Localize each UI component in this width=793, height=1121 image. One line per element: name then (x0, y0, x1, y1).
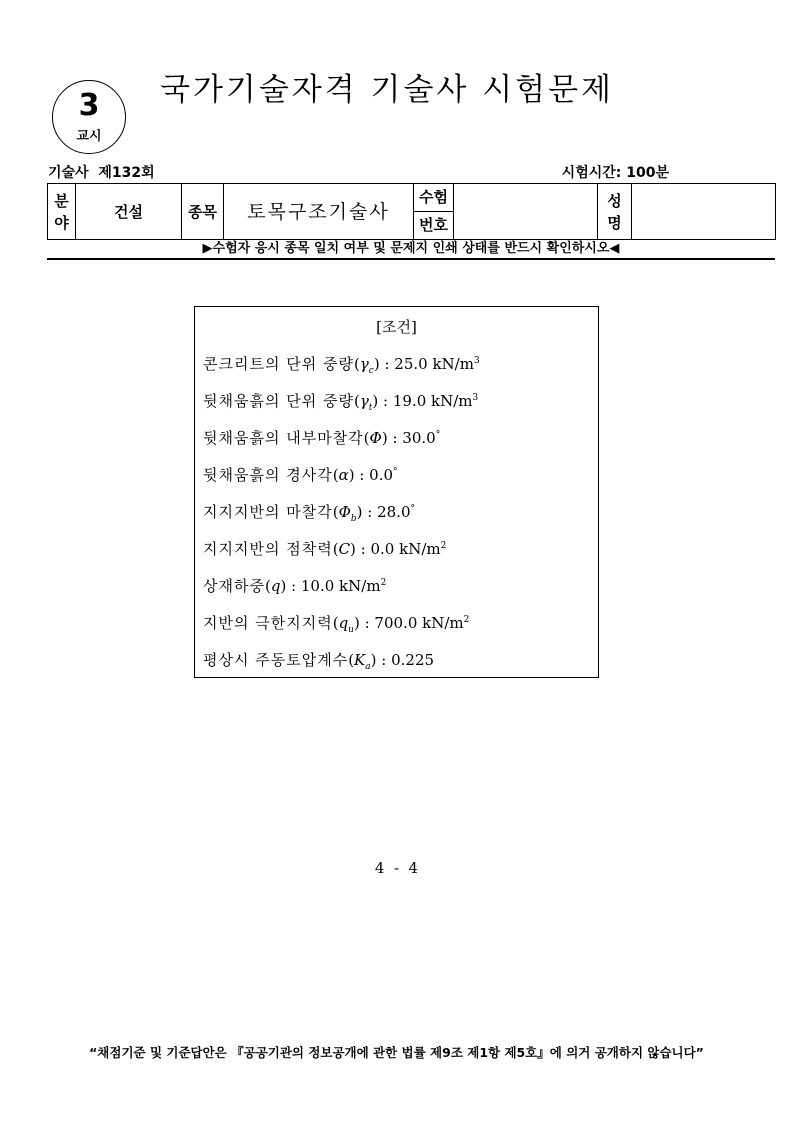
condition-label: 지반의 극한지지력 (203, 614, 333, 632)
condition-label: 콘크리트의 단위 중량 (203, 355, 354, 373)
condition-subscript: u (348, 625, 354, 635)
condition-subscript: a (365, 662, 371, 672)
condition-label: 평상시 주동토압계수 (203, 651, 349, 669)
condition-label: 상재하중 (203, 577, 265, 595)
exam-number-label-bottom: 번호 (419, 216, 448, 234)
field-value-cell (76, 184, 182, 240)
condition-superscript: 2 (380, 578, 387, 588)
condition-label: 지지지반의 마찰각 (203, 503, 333, 521)
condition-value: 0.0 kN/m (370, 540, 441, 558)
condition-subscript: b (350, 514, 357, 524)
condition-symbol: q (338, 614, 349, 632)
category-value: 토목구조기술사 (247, 200, 390, 223)
condition-value: 0.225 (391, 651, 435, 669)
notice-divider (47, 258, 775, 260)
condition-symbol: q (270, 577, 281, 595)
exam-time: 시험시간: 100분 (561, 165, 669, 181)
condition-row: 뒷채움흙의 내부마찰각(Φ) : 30.0° (203, 429, 441, 447)
condition-row: 지지지반의 점착력(C) : 0.0 $kN/m^2$ (203, 540, 447, 558)
condition-row: 지반의 극한지지력$(q_u)$ : 700.0 $kN/m^2$ (203, 614, 470, 635)
condition-value: 10.0 kN/m (300, 577, 381, 595)
disclosure-footer: “채점기준 및 기준답안은 『공공기관의 정보공개에 관한 법률 제9조 제1항 제5호』에 의거 공개하지 않습니다” (89, 1045, 704, 1060)
condition-row: 지지지반의 마찰각$(\Phi_b)$ : 28.0° (203, 503, 415, 524)
condition-row: 상재하중(q) : 10.0 $kN/m^2$ (203, 577, 387, 595)
session-badge (52, 80, 126, 154)
field-label-bottom: 야 (54, 213, 69, 232)
session-number: 3 (78, 88, 100, 123)
condition-symbol: α (338, 466, 349, 484)
page-title: 국가기술자격 기술사 시험문제 (160, 72, 615, 108)
condition-value: 30.0 (402, 429, 436, 447)
notice-text: ▶수험자 응시 종목 일치 여부 및 문제지 인쇄 상태를 반드시 확인하시오◀ (202, 241, 620, 256)
condition-symbol: K (354, 651, 366, 669)
condition-value: 25.0 kN/m (394, 355, 474, 373)
exam-number-label-cell (414, 184, 454, 240)
field-label-top: 분 (54, 191, 69, 210)
condition-superscript: ° (435, 430, 441, 440)
condition-value: 19.0 kN/m (392, 392, 473, 410)
condition-subscript: c (368, 366, 374, 376)
category-label: 종목 (188, 202, 217, 221)
name-label-top: 성 (607, 191, 622, 210)
condition-row: 콘크리트의 단위 중량$(\gamma_c)$ : 25.0 $kN/m^3$ (203, 355, 480, 376)
exam-info-table (47, 183, 776, 240)
condition-value: 700.0 kN/m (374, 614, 464, 632)
condition-label: 뒷채움흙의 경사각 (203, 466, 333, 484)
condition-superscript: ° (393, 467, 398, 477)
condition-value: 28.0 (377, 503, 411, 521)
condition-label: 지지지반의 점착력 (203, 540, 333, 558)
condition-symbol: C (338, 540, 351, 558)
condition-label: 뒷채움흙의 내부마찰각 (203, 429, 364, 447)
condition-symbol: γ (359, 355, 369, 373)
condition-subscript: t (368, 403, 373, 413)
name-field[interactable] (632, 184, 776, 240)
exam-number-label-top: 수험 (414, 184, 453, 212)
condition-superscript: 2 (440, 541, 447, 551)
page-number: 4 - 4 (374, 859, 419, 877)
session-label: 교시 (76, 129, 102, 144)
exam-number-field[interactable] (454, 184, 598, 240)
name-label-cell (598, 184, 632, 240)
conditions-title: [조건] (376, 318, 417, 336)
field-label-cell (48, 184, 76, 240)
condition-value: 0.0 (369, 466, 394, 484)
condition-symbol: Φ (338, 503, 351, 521)
condition-superscript: ° (410, 504, 415, 514)
field-value: 건설 (114, 202, 143, 221)
condition-row: 뒷채움흙의 경사각(α) : 0.0° (203, 466, 398, 484)
exam-round: 기술사 제132회 (48, 165, 155, 181)
category-label-cell (182, 184, 224, 240)
condition-symbol: Φ (369, 429, 382, 447)
conditions-box (194, 306, 599, 678)
condition-label: 뒷채움흙의 단위 중량 (203, 392, 354, 410)
condition-superscript: 3 (472, 393, 479, 403)
condition-superscript: 2 (463, 615, 470, 625)
condition-row: 평상시 주동토압계수$(K_a)$ : 0.225 (203, 651, 435, 672)
condition-superscript: 3 (473, 356, 480, 366)
condition-symbol: γ (359, 392, 369, 410)
name-label-bottom: 명 (607, 213, 622, 232)
category-value-cell (224, 184, 414, 240)
condition-row: 뒷채움흙의 단위 중량$(\gamma_t)$ : 19.0 $kN/m^3$ (203, 392, 479, 413)
